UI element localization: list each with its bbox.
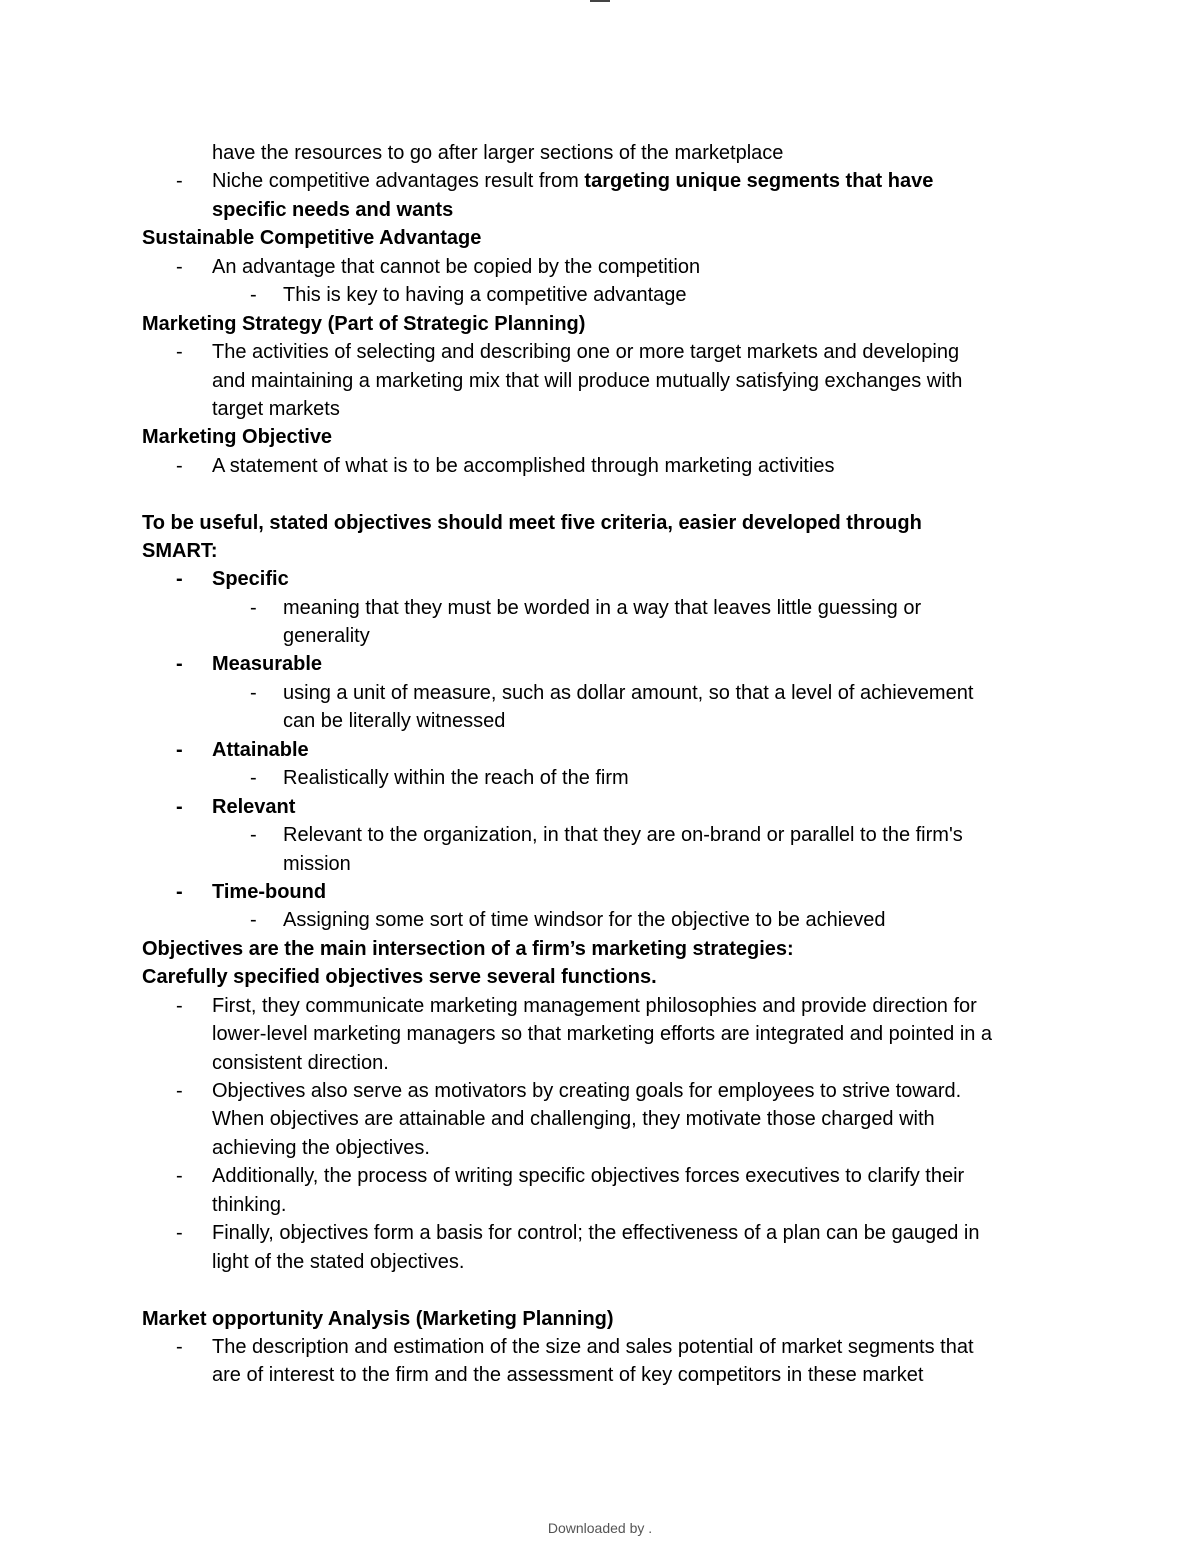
text-line: Assigning some sort of time windsor for the objective to be achieved [283,909,886,931]
section-heading: SMART: [142,540,218,562]
text-line: This is key to having a competitive advantage [283,284,687,306]
section-heading: Sustainable Competitive Advantage [142,227,482,249]
text-line: light of the stated objectives. [212,1251,465,1273]
bullet-dash: - [250,824,257,846]
text-line: A statement of what is to be accomplished through marketing activities [212,455,835,477]
text-line: meaning that they must be worded in a way that leaves little guessing or [283,597,922,619]
text-line: When objectives are attainable and challenging, they motivate those charged with [212,1108,935,1130]
section-heading: Market opportunity Analysis (Marketing Planning) [142,1308,614,1330]
smart-item-title: Attainable [212,739,309,761]
text-line: First, they communicate marketing management philosophies and provide direction for [212,995,977,1017]
bullet-dash: - [176,170,183,192]
bullet-dash: - [176,796,183,818]
bullet-dash: - [176,256,183,278]
text-line: consistent direction. [212,1052,389,1074]
bullet-dash: - [176,1336,183,1358]
text-line: The activities of selecting and describing one or more target markets and developing [212,341,960,363]
text-line: Objectives also serve as motivators by creating goals for employees to strive toward. [212,1080,962,1102]
bullet-dash: - [176,455,183,477]
bullet-dash: - [176,653,183,675]
text-line: The description and estimation of the size and sales potential of market segments that [212,1336,974,1358]
section-heading: Objectives are the main intersection of a firm’s marketing strategies: [142,938,794,960]
text-line: Finally, objectives form a basis for control; the effectiveness of a plan can be gauged in [212,1222,980,1244]
text-line: Realistically within the reach of the firm [283,767,629,789]
text-line: Additionally, the process of writing specific objectives forces executives to clarify their [212,1165,965,1187]
text-line: mission [283,853,351,875]
text-line: are of interest to the firm and the assessment of key competitors in these market [212,1364,924,1386]
text-line: Relevant to the organization, in that they are on-brand or parallel to the firm's [283,824,963,846]
bullet-dash: - [176,995,183,1017]
bullet-dash: - [176,568,183,590]
text-line: generality [283,625,370,647]
text-line: using a unit of measure, such as dollar amount, so that a level of achievement [283,682,974,704]
text-line: can be literally witnessed [283,710,506,732]
footer-downloaded-by: Downloaded by . [547,1520,653,1536]
text-line: An advantage that cannot be copied by the competition [212,256,701,278]
section-heading: To be useful, stated objectives should meet five criteria, easier developed through [142,512,922,534]
smart-item-title: Specific [212,568,289,590]
section-heading: Marketing Objective [142,426,333,448]
bullet-dash: - [250,284,257,306]
bullet-dash: - [176,1222,183,1244]
bullet-dash: - [176,1080,183,1102]
bullet-dash: - [176,739,183,761]
header-mark [590,0,610,2]
bullet-dash: - [176,1165,183,1187]
section-heading: Marketing Strategy (Part of Strategic Planning) [142,313,586,335]
text-line: have the resources to go after larger sections of the marketplace [212,142,784,164]
text-line: achieving the objectives. [212,1137,430,1159]
smart-item-title: Relevant [212,796,296,818]
bold-span: targeting unique segments that have [584,170,934,192]
text-line: target markets [212,398,340,420]
text-span: Niche competitive advantages result from [212,170,585,192]
bullet-dash: - [250,597,257,619]
smart-item-title: Time-bound [212,881,327,903]
bullet-dash: - [250,909,257,931]
text-line: and maintaining a marketing mix that will produce mutually satisfying exchanges with [212,370,963,392]
text-line: thinking. [212,1194,287,1216]
text-line: lower-level marketing managers so that marketing efforts are integrated and pointed in a [212,1023,993,1045]
text-line [212,167,933,195]
bullet-dash: - [176,341,183,363]
bullet-dash: - [250,767,257,789]
smart-item-title: Measurable [212,653,323,675]
text-line: specific needs and wants [212,199,454,221]
section-heading: Carefully specified objectives serve several functions. [142,966,657,988]
bullet-dash: - [250,682,257,704]
bullet-dash: - [176,881,183,903]
